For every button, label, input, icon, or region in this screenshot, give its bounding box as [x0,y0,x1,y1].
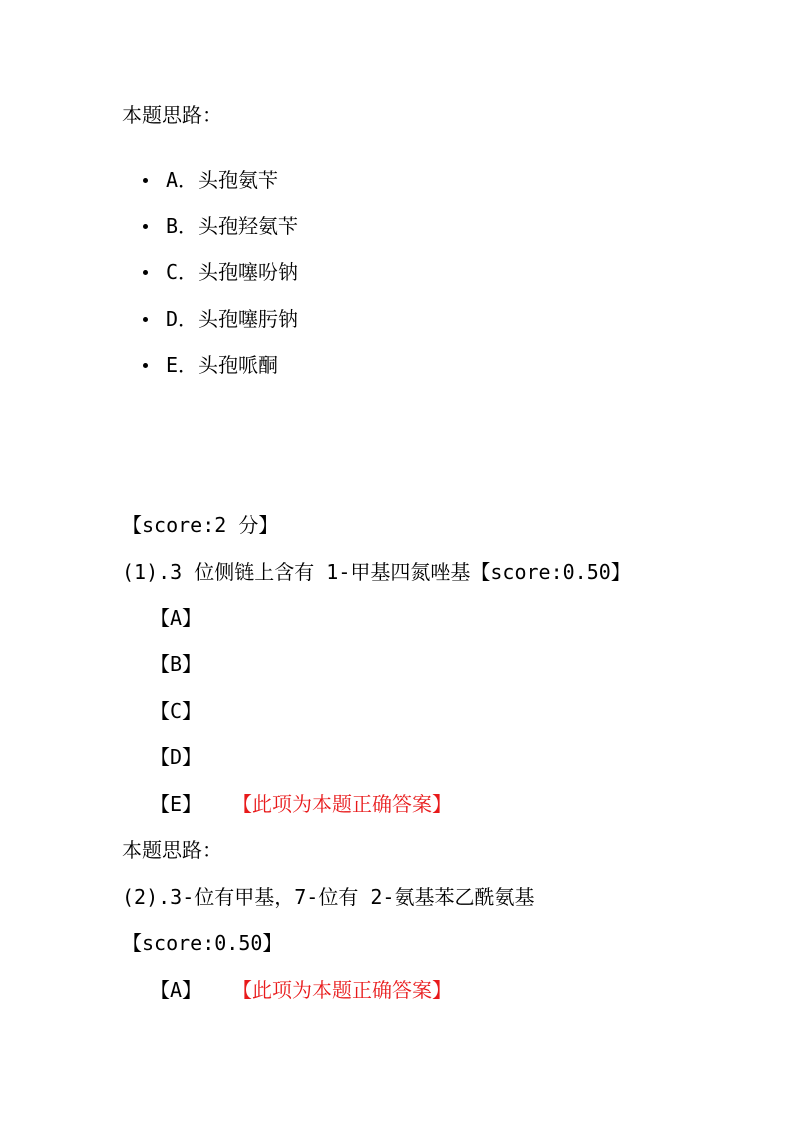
thinking-label: 本题思路： [122,103,222,127]
q1-option-e: 【E】 [150,792,203,816]
option-text: 头孢噻吩钠 [198,260,299,284]
q1-option-e-row [150,791,452,817]
q1-option-a: 【A】 [150,606,203,630]
q1-option-d: 【D】 [150,745,203,769]
bullet-icon [143,270,148,275]
option-item-b [143,213,298,239]
bullet-icon [143,363,148,368]
option-text: 头孢氨苄 [198,168,279,192]
q1-thinking-label: 本题思路： [122,838,222,862]
option-letter: B． [166,214,199,238]
score-header: 【score:2 分】 [122,513,279,537]
q2-option-a: 【A】 [150,978,203,1002]
option-item-d [143,306,298,332]
option-text: 头孢羟氨苄 [198,214,299,238]
question-2-text: (2).3-位有甲基，7-位有 2-氨基苯乙酰氨基 [122,885,535,909]
correct-answer-note: 【此项为本题正确答案】 [242,792,453,816]
option-letter: C． [166,260,199,284]
question-1-text: (1).3 位侧链上含有 1-甲基四氮唑基【score:0.50】 [122,560,631,584]
option-letter: D． [166,307,199,331]
option-item-a [143,167,278,193]
option-item-e [143,352,278,378]
correct-answer-note: 【此项为本题正确答案】 [242,978,453,1002]
option-text: 头孢噻肟钠 [198,307,299,331]
bullet-icon [143,224,148,229]
option-letter: A． [166,168,199,192]
option-letter: E． [166,353,199,377]
q1-option-b: 【B】 [150,652,203,676]
option-item-c [143,259,298,285]
bullet-icon [143,178,148,183]
q2-option-a-row [150,977,452,1003]
question-2-score: 【score:0.50】 [122,931,283,955]
q1-option-c: 【C】 [150,699,203,723]
option-text: 头孢哌酮 [198,353,279,377]
bullet-icon [143,317,148,322]
